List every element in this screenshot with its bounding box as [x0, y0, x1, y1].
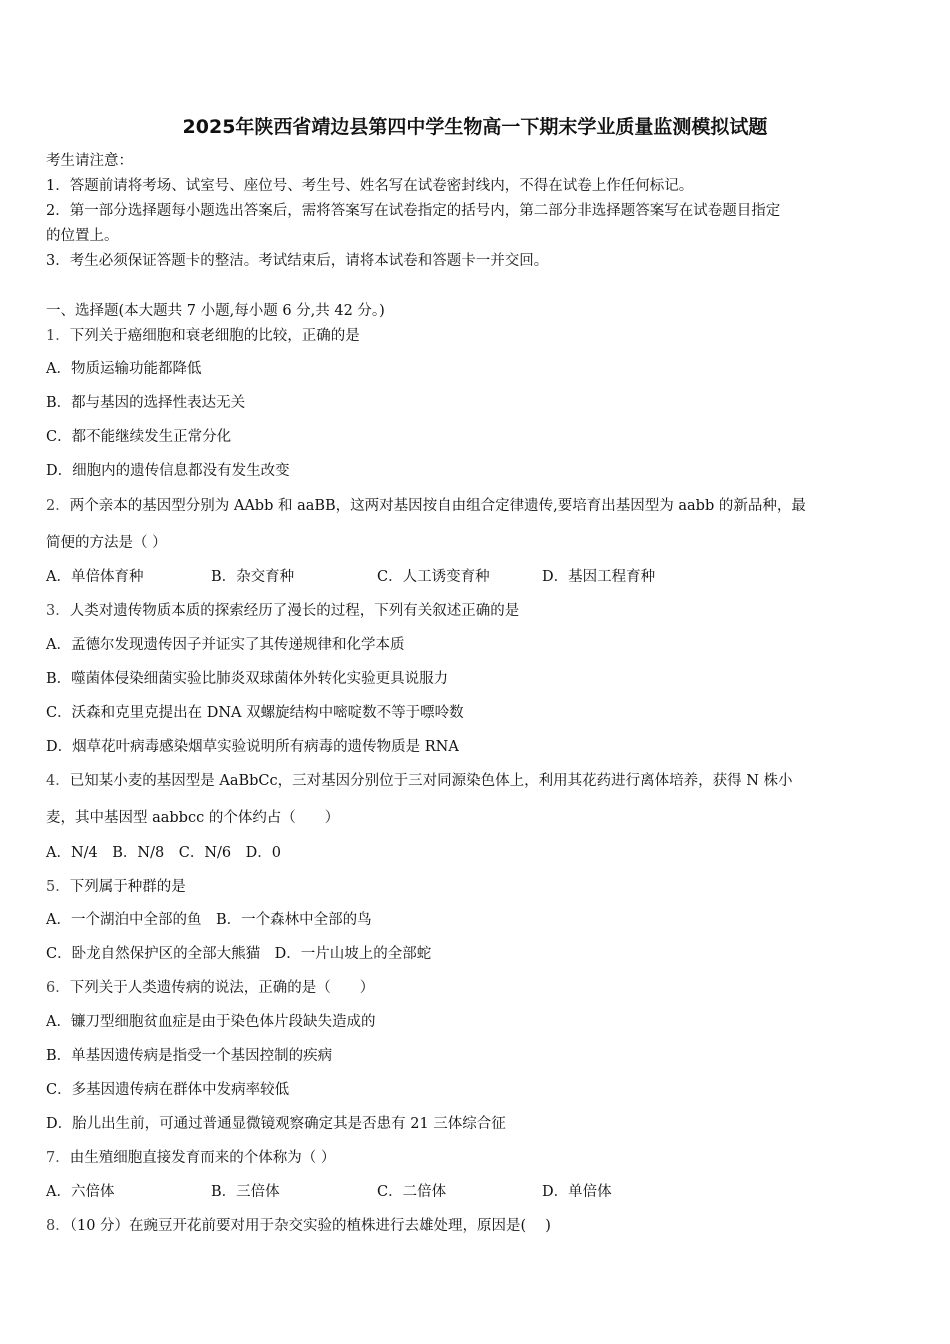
question-2: [46, 497, 906, 515]
question-stem: 由生殖细胞直接发育而来的个体称为（ ）: [69, 1150, 336, 1166]
q7-option-a: A．六倍体: [46, 1184, 115, 1200]
question-number: 1．: [46, 328, 70, 344]
q2-option-c: C．人工诱变育种: [377, 569, 490, 585]
question-number: 8．: [46, 1218, 70, 1234]
q6-option-d: D．胎儿出生前，可通过普通显微镜观察确定其是否患有 21 三体综合征: [46, 1116, 506, 1132]
question-number: 3．: [46, 603, 70, 619]
q2-option-d: D．基因工程育种: [542, 569, 656, 585]
question-stem: 人类对遗传物质本质的探索经历了漫长的过程，下列有关叙述正确的是: [69, 603, 520, 619]
question-5: [46, 878, 906, 896]
question-number: 7．: [46, 1150, 70, 1166]
q1-option-a: A．物质运输功能都降低: [46, 361, 202, 377]
question-stem: 下列关于癌细胞和衰老细胞的比较，正确的是: [69, 328, 360, 344]
question-8: [46, 1217, 906, 1235]
notice-item-3: 3．考生必须保证答题卡的整洁。考试结束后，请将本试卷和答题卡一并交回。: [46, 253, 549, 269]
question-number: 5．: [46, 879, 70, 895]
q1-option-d: D．细胞内的遗传信息都没有发生改变: [46, 463, 290, 479]
question-1: [46, 327, 906, 345]
q7-option-b: B．三倍体: [211, 1184, 280, 1200]
question-stem: 下列属于种群的是: [69, 879, 186, 895]
page-title: 2025年陕西省靖边县第四中学生物高一下期末学业质量监测模拟试题: [182, 116, 768, 138]
q4-options: A．N/4 B．N/8 C．N/6 D．0: [46, 845, 281, 861]
question-4: [46, 772, 906, 790]
q3-option-d: D．烟草花叶病毒感染烟草实验说明所有病毒的遗传物质是 RNA: [46, 739, 459, 755]
q6-option-a: A．镰刀型细胞贫血症是由于染色体片段缺失造成的: [46, 1014, 376, 1030]
q2-option-a: A．单倍体育种: [46, 569, 144, 585]
q3-option-a: A．孟德尔发现遗传因子并证实了其传递规律和化学本质: [46, 637, 405, 653]
notice-heading: 考生请注意：: [46, 153, 133, 169]
q7-option-c: C．二倍体: [377, 1184, 447, 1200]
question-3: [46, 602, 906, 620]
q7-option-d: D．单倍体: [542, 1184, 612, 1200]
q5-options-cd: C．卧龙自然保护区的全部大熊猫 D．一片山坡上的全部蛇: [46, 946, 432, 962]
q1-option-c: C．都不能继续发生正常分化: [46, 429, 232, 445]
question-stem: （10 分）在豌豆开花前要对用于杂交实验的植株进行去雄处理，原因是( ): [69, 1218, 551, 1234]
q5-options-ab: A．一个湖泊中全部的鱼 B．一个森林中全部的鸟: [46, 912, 372, 928]
question-2-cont: 简便的方法是（ ）: [46, 535, 167, 551]
notice-item-2-cont: 的位置上。: [46, 228, 119, 244]
section-heading: 一、选择题(本大题共 7 小题,每小题 6 分,共 42 分。): [46, 303, 385, 319]
q6-option-c: C．多基因遗传病在群体中发病率较低: [46, 1082, 290, 1098]
question-number: 4．: [46, 773, 70, 789]
q1-option-b: B．都与基因的选择性表达无关: [46, 395, 246, 411]
question-number: 2．: [46, 498, 70, 514]
q3-option-c: C．沃森和克里克提出在 DNA 双螺旋结构中嘧啶数不等于嘌呤数: [46, 705, 464, 721]
question-number: 6．: [46, 980, 70, 996]
question-stem: 两个亲本的基因型分别为 AAbb 和 aaBB，这两对基因按自由组合定律遗传,要培育出基因型为 aabb 的新品种，最: [69, 498, 806, 514]
q2-option-b: B．杂交育种: [211, 569, 295, 585]
question-stem: 下列关于人类遗传病的说法，正确的是（ ）: [69, 980, 375, 996]
q6-option-b: B．单基因遗传病是指受一个基因控制的疾病: [46, 1048, 333, 1064]
question-7: [46, 1149, 906, 1167]
q3-option-b: B．噬菌体侵染细菌实验比肺炎双球菌体外转化实验更具说服力: [46, 671, 449, 687]
question-6: [46, 979, 906, 997]
question-stem: 已知某小麦的基因型是 AaBbCc，三对基因分别位于三对同源染色体上，利用其花药进行离体培养，获得 N 株小: [69, 773, 793, 789]
notice-item-2: 2．第一部分选择题每小题选出答案后，需将答案写在试卷指定的括号内，第二部分非选择题答案写在试卷题目指定: [46, 203, 781, 219]
notice-item-1: 1．答题前请将考场、试室号、座位号、考生号、姓名写在试卷密封线内，不得在试卷上作任何标记。: [46, 178, 694, 194]
question-4-cont: 麦，其中基因型 aabbcc 的个体约占（ ）: [46, 810, 340, 826]
